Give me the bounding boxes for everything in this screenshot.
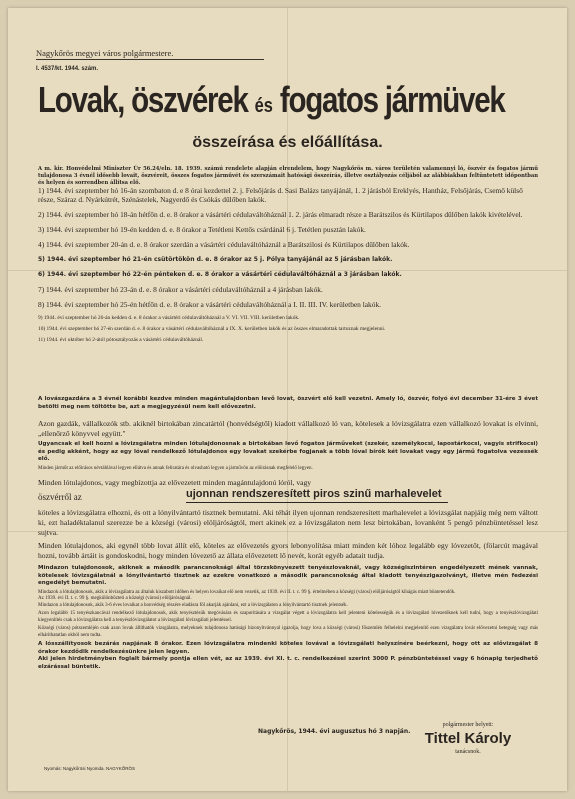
schedule-item: 3) 1944. évi szeptember hó 19-én kedden d. e. 8 órakor a Tetétleni Kettős csárdánál 6 j. Tetétlen pusztán lakók. (38, 225, 366, 234)
notice-paragraph: Minden járműt az előirásos névtáblával legyen ellátva és annak feliratára és olvasható legyen a járművön az előirásnak megfelelő legyen. (38, 465, 313, 471)
notice-paragraph: A lósszállítyosok bezárás napjának 8 órakor. Ezen lóvizsgálatra mindenki köteles lovával a lóvizsgálati helyszínére beérkezni, hogy ott az elővizsgálat 8 órakor kezdődik rendelkezésünkre jelen legyen. (38, 641, 538, 655)
schedule-item: 6) 1944. évi szeptember hó 22-én pénteken d. e. 8 órakor a vásártéri cédulaváltóháznál a 3 járásban lakók. (38, 271, 402, 278)
emph-highlight-text: ujonnan rendszeresített piros szinű marhalevelet (186, 488, 442, 500)
notice-paragraph: Minden lótulajdonos, aki egynél több lovat állít elő, köteles az elővezetés gyors lebonyolítása miatt minden két lóhoz legalább egy lóvezetőt, (fölarcút magával hozni, tovább ártáit is gondoskodni, hogy minden lóvezető az állata elővezetett lő nevét, korát egyéb adatait tudja. (38, 541, 538, 560)
poster-title (38, 79, 505, 126)
notice-paragraph: Mindazon a lótulajdonosok, akik 3-6 éves lovaikat a honvédség részére eladásra föl akarják ajánlani, ezt a lóvizsgálaton a lónyilvántartó tisztnek jelentsék. (38, 602, 348, 608)
notice-paragraph: Mindazok a lótulajdonosok, akik a lóvizsgálatra az általuk kiszabott időben és helyen lovaikat elő nem vezetik, az 1939. évi II. t. c. 99 §. értelmében a községi (városi) elöljáróságtól kihágás miatt büntetendők. (38, 589, 456, 595)
schedule-item: 2) 1944. évi szeptember hó 18-án hétfőn d. e. 8 órakor a vásártéri cédulaváltóháznál 1. 2. járás elmaradt része a Barátszilos és Kürtilapos dűlőben lakók kivételével. (38, 210, 523, 219)
printer-imprint: Nyomás: Nagykőrösi Nyomda. NAGYKŐRÖS (44, 766, 136, 771)
poster-sheet (8, 8, 567, 791)
notice-paragraph: Minden lótulajdonos, vagy megbízottja az elővezetett minden magántulajdonú lóról, vagy (38, 478, 312, 487)
poster-subtitle: összeírása és előállítása. (192, 134, 383, 151)
schedule-item: 10) 1944. évi szeptember hó 27-én szerdán d. e. 8 órakor a vásártéri cédulaváltóháznál a IX. X. kerületben lakók és az összes elmaradottak tartoznak megjelenni. (38, 326, 386, 332)
issue-date: Nagykőrös, 1944. évi augusztus hó 3 napján. (258, 728, 411, 735)
schedule-list (38, 186, 538, 348)
signature-name: Tittel Károly (424, 730, 512, 747)
notice-paragraph: Ugyancsak el kell hozni a lóvizsgálatra minden lótulajdonosnak a birtokában levő fogatos járműveket (szekér, személykocsi, lapostárkocsi, vagyis strifkocsi) és pedig akként, hogy az egy lóval rendelkező lótulajdonos egy lovakat szekérbe fogjanak a több lóval bírók két lovakat vagy egy jármű fogatolva vezessék elő. (38, 441, 538, 462)
schedule-item: 7) 1944. évi szeptember hó 23-án d. e. 8 órakor a vásártéri cédulaváltóháznál a 4 járásban lakók. (38, 285, 323, 294)
notice-paragraph: Azon gazdák, vállalkozók stb. akiknél birtokában zincatártól (honvédségtől) kiadott vállalkozó ló van, kötelesek a lóvizsgálatra ezen vállalkozó lovakat is elvinni, „ellenőrző könyvvel együtt." (38, 419, 538, 438)
issuer-text: Nagykőrös megyei város polgármestere. (36, 48, 174, 58)
marhalevel-line (38, 486, 538, 504)
notice-paragraph: Az 1939. évi II. t. c. 99 §. megkülönbözteti a községi (városi) elöljáróságnál. (38, 596, 192, 601)
notice-paragraph: Községi (város) pótszemléjén csak azon lovak állíthatók vizsgálatra, melyeknek tulajdonosa hatósági bizonyítvánnyal igazolja, hogy lova a községi (városi) főszemlén felhelelni megjelenítő ezen vizsgálatra lovát elővezetni betegség vagy más elháríthatatlan okból nem tudta. (38, 626, 538, 638)
signature-title: polgármester helyett: (442, 722, 494, 728)
schedule-item: 8) 1944. évi szeptember hó 25-én hétfőn d. e. 8 órakor a vásártéri cédulaváltóháznál a I. II. III. IV. kerületben lakók. (38, 300, 381, 309)
document-number: I. 4537/kt. 1944. szám. (36, 66, 99, 72)
notice-block-2 (38, 508, 538, 671)
notice-block-1 (38, 396, 538, 488)
notice-paragraph: Mindazon tulajdonosok, akiknek a második parancsnoksági által törzskönyvezett tenyészlovaknál, vagy községiszintéren engedélyezett mének vannak, kötelesek lóvizsgálatnál a lónyilvántartó tisztnek az ezekre vonatkozó a második parancsnokság által kiadott tenyészigazolványt, illetve mén fedezési engedélyt bemutatni. (38, 565, 538, 586)
notice-paragraph: köteles a lóvizsgálatra elhozni, és ott a lónyilvántartó tisztnek bemutatni. Aki téhát ilyen ujonnan rendszeresített marhalevelet a lóvizsgálat napjáig még nem váltott ki, ezt haladéktalanul szerezze be a községi (városi) elöljáróságtól, mert akinek ez a lóvizsgálaton nem lesz birtokában, lovanként 5 pengő pénzbüntetéssel lesz sujtva. (38, 508, 538, 537)
title-part2: fogatos jármüvek (279, 79, 505, 120)
title-and: és (254, 95, 273, 117)
notice-paragraph: Aki jelen hirdetményben foglalt bármely pontja ellen vét, az az 1939. évi XI. t. c. rendelkezései szerint 3000 P. pénzbüntetéssel vagy 6 hónapig terjedhető elzárással büntetik. (38, 656, 538, 670)
schedule-item: 11) 1944. évi október hó 2-ától pótosztályozás a vásártéri cédulaváltóháznál. (38, 337, 204, 343)
signature-block (388, 722, 548, 755)
signature-role: tanácsnok. (455, 749, 481, 755)
intro-paragraph: A m. kir. Honvédelmi Miniszter Úr 56.24/eln. 18. 1939. számú rendelete alapján elrendelem, hogy Nagykőrös m. város területén valamennyi ló, öszvér és fogatos jármű tulajdonosa 3 évnél idősebb lovait, öszvéreit, összes fogatos járművét és szerszámait hatósági összeírás, illetve osztályozás céljából az alábbiakban feltüntetett időpontban és helyen és sorrendben állítsa elő. (38, 166, 538, 186)
issuer-line (36, 48, 264, 60)
schedule-item: 9) 1944. évi szeptember hó 26-án kedden d. e. 8 órakor a vásártéri cédulaváltóháznál a V. VI. VII. VIII. kerületben lakók. (38, 315, 300, 321)
emph-left-text: öszvérről az (38, 492, 82, 502)
emph-underline (186, 502, 448, 503)
schedule-item: 4) 1944. évi szeptember 20-án d. e. 8 órakor szerdán a vásártéri cédulaváltóháznál a Barátszilosi és Kürtilapos dűlőben lakók. (38, 240, 410, 249)
issuer-underline (36, 59, 264, 60)
schedule-item: 1) 1944. évi szeptember hó 16-án szombaton d. e 8 órai kezdettel 2. j. Felsőjárás d. Sasi Balázs tanyájánál, 1. 2 járásból Ereklyés, Hantház, Felsőjárás, Csemő külső része, Száraz d. Nyárkútrét, Szénástelek, Nagyerdő és Csókás dűlőben lakók. (38, 186, 523, 204)
schedule-item: 5) 1944. évi szeptember hó 21-én csütörtökön d. e. 8 órakor az 5 j. Pólya tanyájánál az 5 járásban lakók. (38, 256, 393, 263)
notice-paragraph: A lovászgazdára a 3 évnél korábbi kezdve minden magántulajdonban levő lovat, öszvért elő kell vezetni. Amely ló, öszvér, folyó évi december 31-ére 3 évet betölti meg nem töltötte be, azt a megjegyzésül nem kell elővezetni. (38, 396, 538, 410)
notice-paragraph: Azon legalább 15 tenyészkancával rendelkező lótulajdonosok, akik tenyésztésük megóvására és szaporítására a vizsgálat végett a lóvizsgálatra kell jelenteni kötelességük és a lóvizsgálati lóvezetőknek kell tudni, hogy a tenyészlóvizsgálati kiegyenlítés csak a lóvizsgálatra kell a tenyészlóvizsgálatot a lóvizsgálati lóvizsgálati jelentéssel. (38, 611, 538, 623)
title-part1: Lovak, öszvérek (38, 79, 248, 120)
